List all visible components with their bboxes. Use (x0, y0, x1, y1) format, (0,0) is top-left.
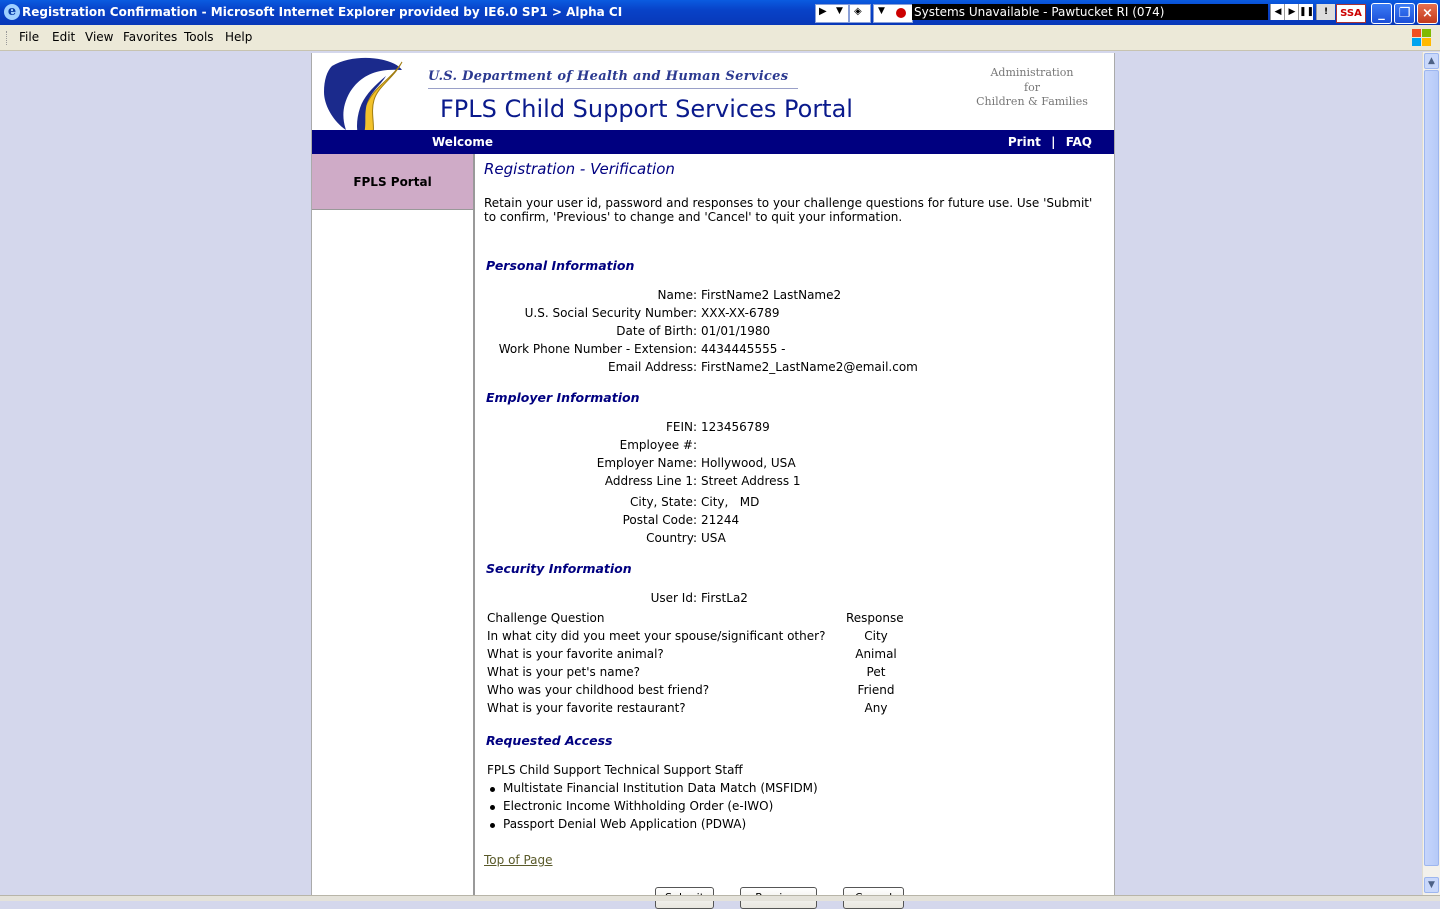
scroll-down-icon[interactable]: ▼ (1424, 877, 1439, 893)
security-info-heading: Security Information (486, 561, 632, 576)
header-divider (428, 88, 798, 89)
pause-icon[interactable]: ❚❚ (1298, 4, 1313, 20)
employer-name-label: Employer Name: (596, 456, 697, 470)
challenge-question: In what city did you meet your spouse/significant other? (487, 629, 826, 643)
address-value: Street Address 1 (701, 474, 801, 488)
acf-line-2: for (1024, 80, 1040, 94)
chevron-down-icon[interactable]: ▼ (836, 6, 843, 16)
challenge-response: Pet (866, 665, 886, 679)
ssa-button[interactable]: SSA (1336, 4, 1366, 23)
user-id-value: FirstLa2 (701, 591, 748, 605)
country-label: Country: (646, 531, 697, 545)
sidebar-item-fpls-portal[interactable]: FPLS Portal (312, 154, 473, 210)
next-icon[interactable]: ▶ (1284, 4, 1299, 20)
nav-separator: | (1051, 135, 1056, 149)
address-label: Address Line 1: (604, 474, 697, 488)
name-label: Name: (657, 288, 697, 302)
challenge-question: What is your pet's name? (487, 665, 641, 679)
portal-title: FPLS Child Support Services Portal (440, 95, 853, 123)
system-status-field: Systems Unavailable - Pawtucket RI (074) (912, 4, 1268, 20)
dropdown-control[interactable] (873, 4, 913, 23)
menu-favorites[interactable]: Favorites (123, 30, 178, 44)
city-state-label: City, State: (630, 495, 697, 509)
challenge-response: Friend (857, 683, 895, 697)
country-value: USA (701, 531, 726, 545)
dob-value: 01/01/1980 (701, 324, 771, 338)
menu-help[interactable]: Help (225, 30, 253, 44)
email-value: FirstName2_LastName2@email.com (701, 360, 918, 374)
city-state-value: City, MD (701, 495, 760, 509)
alert-icon[interactable]: ! (1316, 4, 1335, 20)
department-name: U.S. Department of Health and Human Services (428, 69, 789, 84)
prev-icon[interactable]: ◀ (1270, 4, 1285, 20)
scroll-thumb[interactable] (1424, 70, 1439, 866)
menu-bar (0, 25, 1440, 51)
toolbar-play-controls[interactable] (815, 4, 849, 23)
email-label: Email Address: (608, 360, 697, 374)
fein-label: FEIN: (665, 420, 697, 434)
faq-link[interactable]: FAQ (1065, 135, 1092, 149)
window-title-bar[interactable] (0, 0, 1440, 25)
requested-access-heading: Requested Access (486, 733, 613, 748)
close-button[interactable]: × (1417, 3, 1438, 24)
ssn-value: XXX-XX-6789 (701, 306, 780, 320)
menu-edit[interactable]: Edit (52, 30, 76, 44)
menu-tools[interactable]: Tools (184, 30, 214, 44)
page-title: Registration - Verification (484, 160, 675, 178)
chevron-down-icon[interactable]: ▼ (878, 6, 885, 16)
site-header (312, 53, 1114, 130)
phone-value: 4434445555 - (701, 342, 786, 356)
minimize-button[interactable]: _ (1371, 3, 1392, 24)
access-item: Multistate Financial Institution Data Match (MSFIDM) (503, 781, 818, 795)
vertical-scrollbar[interactable] (1422, 52, 1440, 895)
windows-logo-icon (1410, 27, 1432, 47)
ssn-label: U.S. Social Security Number: (524, 306, 697, 320)
personal-info-heading: Personal Information (486, 258, 635, 273)
employer-name-value: Hollywood, USA (701, 456, 796, 470)
challenge-response: Any (864, 701, 888, 715)
acf-line-1: Administration (990, 66, 1074, 79)
tag-icon[interactable]: ◈ (849, 4, 871, 23)
scroll-up-icon[interactable]: ▲ (1424, 53, 1439, 69)
status-bar-edge (0, 895, 1440, 901)
navigation-bar (312, 130, 1114, 154)
access-item: Electronic Income Withholding Order (e-IWO) (503, 799, 774, 813)
challenge-question: What is your favorite animal? (487, 647, 664, 661)
menu-file[interactable]: File (19, 30, 40, 44)
intro-text: Retain your user id, password and responses to your challenge questions for future use. Use 'Submit' to confirm, 'Previous' to change and 'Cancel' to quit your information. (484, 196, 1093, 224)
challenge-question: Who was your childhood best friend? (487, 683, 710, 697)
challenge-question: What is your favorite restaurant? (487, 701, 686, 715)
acf-name (972, 66, 1092, 110)
top-of-page-link[interactable]: Top of Page (484, 853, 553, 867)
maximize-button[interactable]: ❐ (1394, 3, 1415, 24)
name-value: FirstName2 LastName2 (701, 288, 842, 302)
challenge-response: City (864, 629, 888, 643)
welcome-label: Welcome (432, 135, 494, 149)
fein-value: 123456789 (701, 420, 770, 434)
play-icon[interactable]: ▶ (819, 6, 827, 17)
employer-info-heading: Employer Information (486, 390, 640, 405)
access-item: Passport Denial Web Application (PDWA) (503, 817, 747, 831)
menu-view[interactable]: View (85, 30, 114, 44)
web-page (311, 53, 1115, 895)
toolbar-grip-icon (6, 31, 10, 45)
response-header: Response (846, 611, 904, 625)
challenge-response: Animal (855, 647, 897, 661)
postal-code-value: 21244 (701, 513, 740, 527)
user-id-label: User Id: (650, 591, 697, 605)
print-link[interactable]: Print (1007, 135, 1041, 149)
employee-number-label: Employee #: (619, 438, 697, 452)
access-role: FPLS Child Support Technical Support Staff (487, 763, 743, 777)
window-title: Registration Confirmation - Microsoft Internet Explorer provided by IE6.0 SP1 > Alpha CI (22, 5, 623, 19)
record-icon (896, 8, 906, 18)
sidebar (312, 154, 475, 895)
internet-explorer-icon: e (4, 4, 20, 20)
acf-line-3: Children & Families (976, 95, 1088, 108)
dob-label: Date of Birth: (616, 324, 697, 338)
nav-links (1008, 135, 1092, 149)
postal-code-label: Postal Code: (622, 513, 697, 527)
phone-label: Work Phone Number - Extension: (498, 342, 697, 356)
challenge-question-header: Challenge Question (487, 611, 605, 625)
